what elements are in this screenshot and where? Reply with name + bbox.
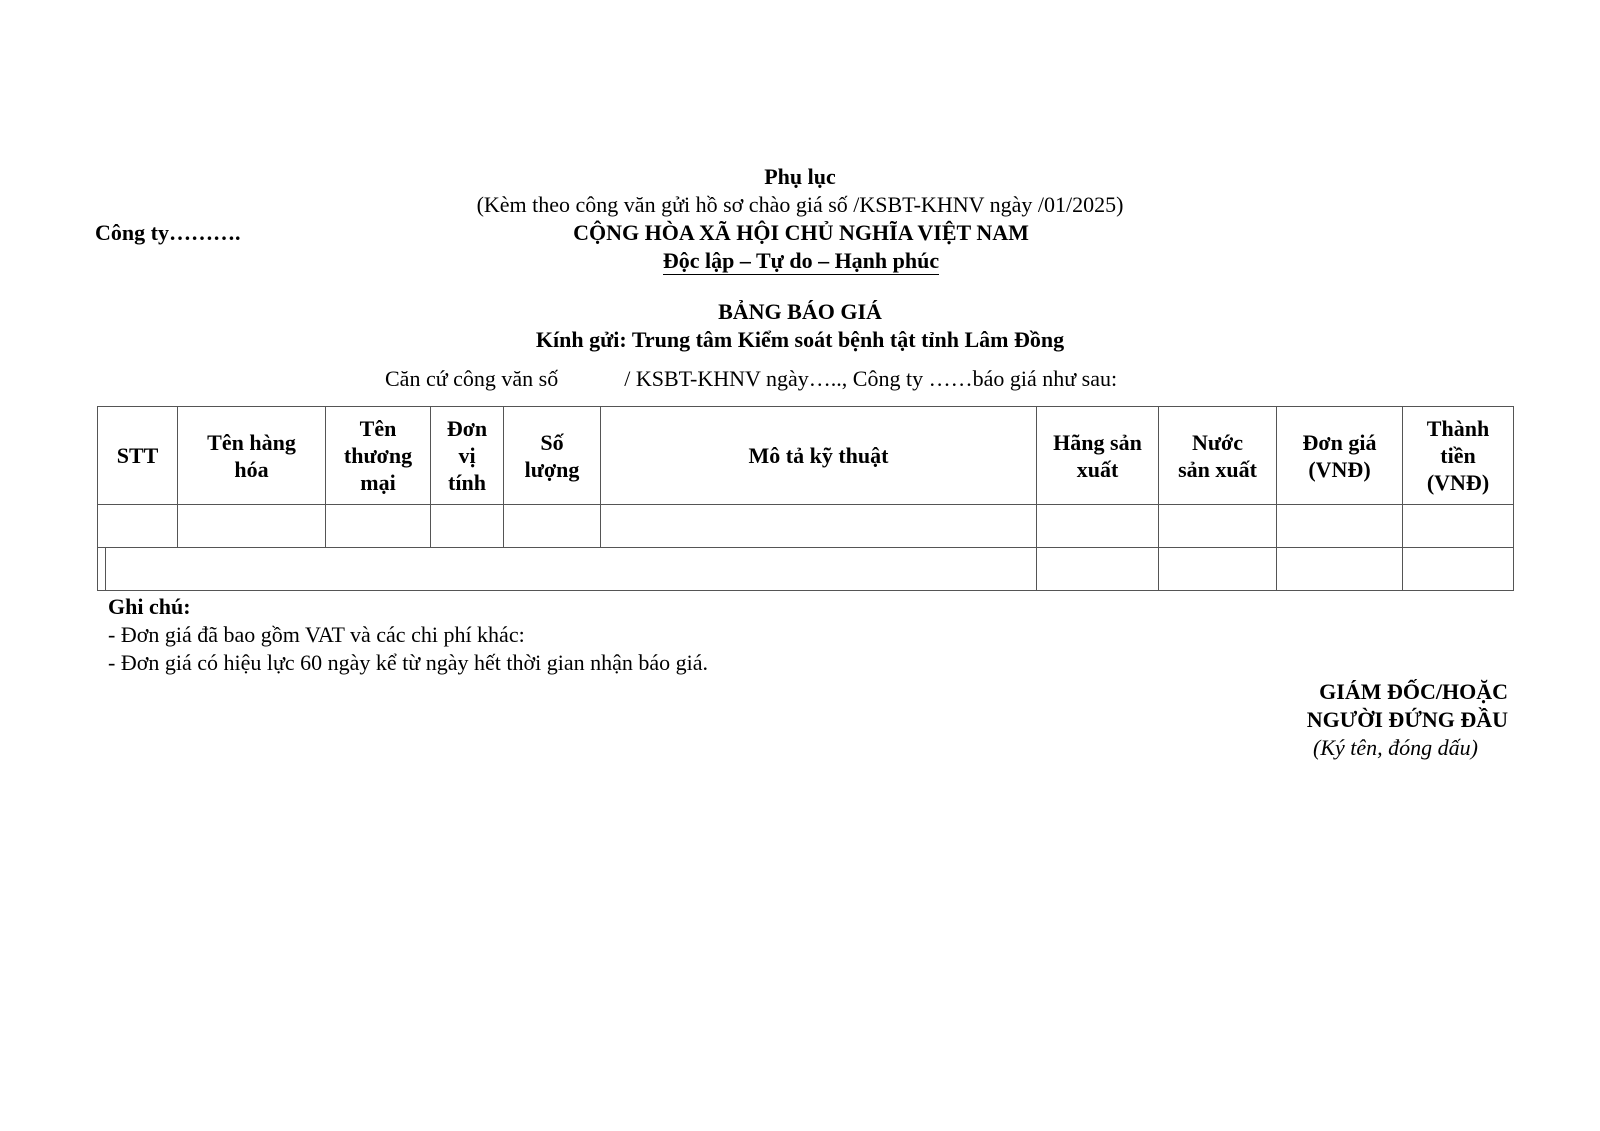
header-line: (VNĐ) xyxy=(1426,470,1490,495)
signature-title-line1: GIÁM ĐỐC/HOẶC xyxy=(1319,679,1508,704)
header-line: Nước xyxy=(1191,429,1244,455)
appendix-title: Phụ lục xyxy=(764,164,836,189)
table-row xyxy=(98,548,1514,591)
note-item: - Đơn giá đã bao gồm VAT và các chi phí khác: xyxy=(108,622,525,647)
table-cell[interactable] xyxy=(1037,505,1159,548)
table-cell[interactable] xyxy=(1159,548,1277,591)
header-cell-total xyxy=(1403,407,1514,505)
header-cell-technical-description xyxy=(601,407,1037,505)
recipient-line: Kính gửi: Trung tâm Kiểm soát bệnh tật tỉnh Lâm Đồng xyxy=(535,327,1065,352)
appendix-subtitle: (Kèm theo công văn gửi hồ sơ chào giá số /KSBT-KHNV ngày /01/2025) xyxy=(476,192,1124,217)
table-cell[interactable] xyxy=(1277,548,1403,591)
header-line: STT xyxy=(116,443,159,468)
basis-right-text: / KSBT-KHNV ngày….., Công ty ……báo giá như sau: xyxy=(624,366,1118,391)
table-cell[interactable] xyxy=(98,505,178,548)
header-cell-item-name xyxy=(178,407,326,505)
header-cell-unit xyxy=(431,407,504,505)
company-name: Công ty………. xyxy=(95,220,241,245)
table-cell[interactable] xyxy=(1403,505,1514,548)
price-table xyxy=(97,406,1514,591)
header-line: Đơn giá xyxy=(1302,429,1377,455)
nation-name: CỘNG HÒA XÃ HỘI CHỦ NGHĨA VIỆT NAM xyxy=(573,220,1029,245)
header-line: vị xyxy=(458,443,476,468)
basis-left-text: Căn cứ công văn số xyxy=(385,366,559,391)
header-line: Số xyxy=(540,429,564,455)
header-line: (VNĐ) xyxy=(1308,456,1371,482)
header-line: thương xyxy=(343,443,413,468)
header-line: tính xyxy=(448,470,486,495)
header-line: Hãng sản xyxy=(1053,429,1142,455)
header-cell-quantity xyxy=(504,407,601,505)
note-item: - Đơn giá có hiệu lực 60 ngày kể từ ngày hết thời gian nhận báo giá. xyxy=(108,650,709,675)
basis-line xyxy=(385,366,1117,392)
header-line: xuất xyxy=(1076,456,1119,482)
document-title: BẢNG BÁO GIÁ xyxy=(718,299,882,324)
signature-title-line2: NGƯỜI ĐỨNG ĐẦU xyxy=(1306,707,1508,732)
table-cell[interactable] xyxy=(504,505,601,548)
motto-text: Độc lập – Tự do – Hạnh phúc xyxy=(662,248,940,273)
table-cell[interactable] xyxy=(178,505,326,548)
header-line: lượng xyxy=(524,456,580,482)
notes-title: Ghi chú: xyxy=(108,594,191,619)
header-line: Thành xyxy=(1426,416,1490,441)
table-header-row xyxy=(98,407,1514,505)
table-cell[interactable] xyxy=(1403,548,1514,591)
header-cell-country xyxy=(1159,407,1277,505)
table-cell-merged[interactable] xyxy=(106,548,1037,591)
table-cell[interactable] xyxy=(431,505,504,548)
header-cell-trade-name xyxy=(326,407,431,505)
header-line: mại xyxy=(360,470,396,495)
table-cell[interactable] xyxy=(1037,548,1159,591)
header-line: Tên xyxy=(359,416,397,441)
table-cell[interactable] xyxy=(98,548,106,591)
header-cell-unit-price xyxy=(1277,407,1403,505)
table-cell[interactable] xyxy=(1277,505,1403,548)
header-cell-manufacturer xyxy=(1037,407,1159,505)
table-cell[interactable] xyxy=(326,505,431,548)
table-row xyxy=(98,505,1514,548)
header-line: Đơn xyxy=(446,416,488,441)
header-line: Mô tả kỹ thuật xyxy=(748,443,889,468)
header-line: sản xuất xyxy=(1178,456,1257,482)
table-cell[interactable] xyxy=(1159,505,1277,548)
motto xyxy=(558,248,1044,274)
header-line: hóa xyxy=(234,456,269,482)
signature-hint: (Ký tên, đóng dấu) xyxy=(1313,735,1478,760)
header-line: tiền xyxy=(1440,443,1476,468)
header-cell-stt xyxy=(98,407,178,505)
header-line: Tên hàng xyxy=(207,429,296,455)
table-cell[interactable] xyxy=(601,505,1037,548)
